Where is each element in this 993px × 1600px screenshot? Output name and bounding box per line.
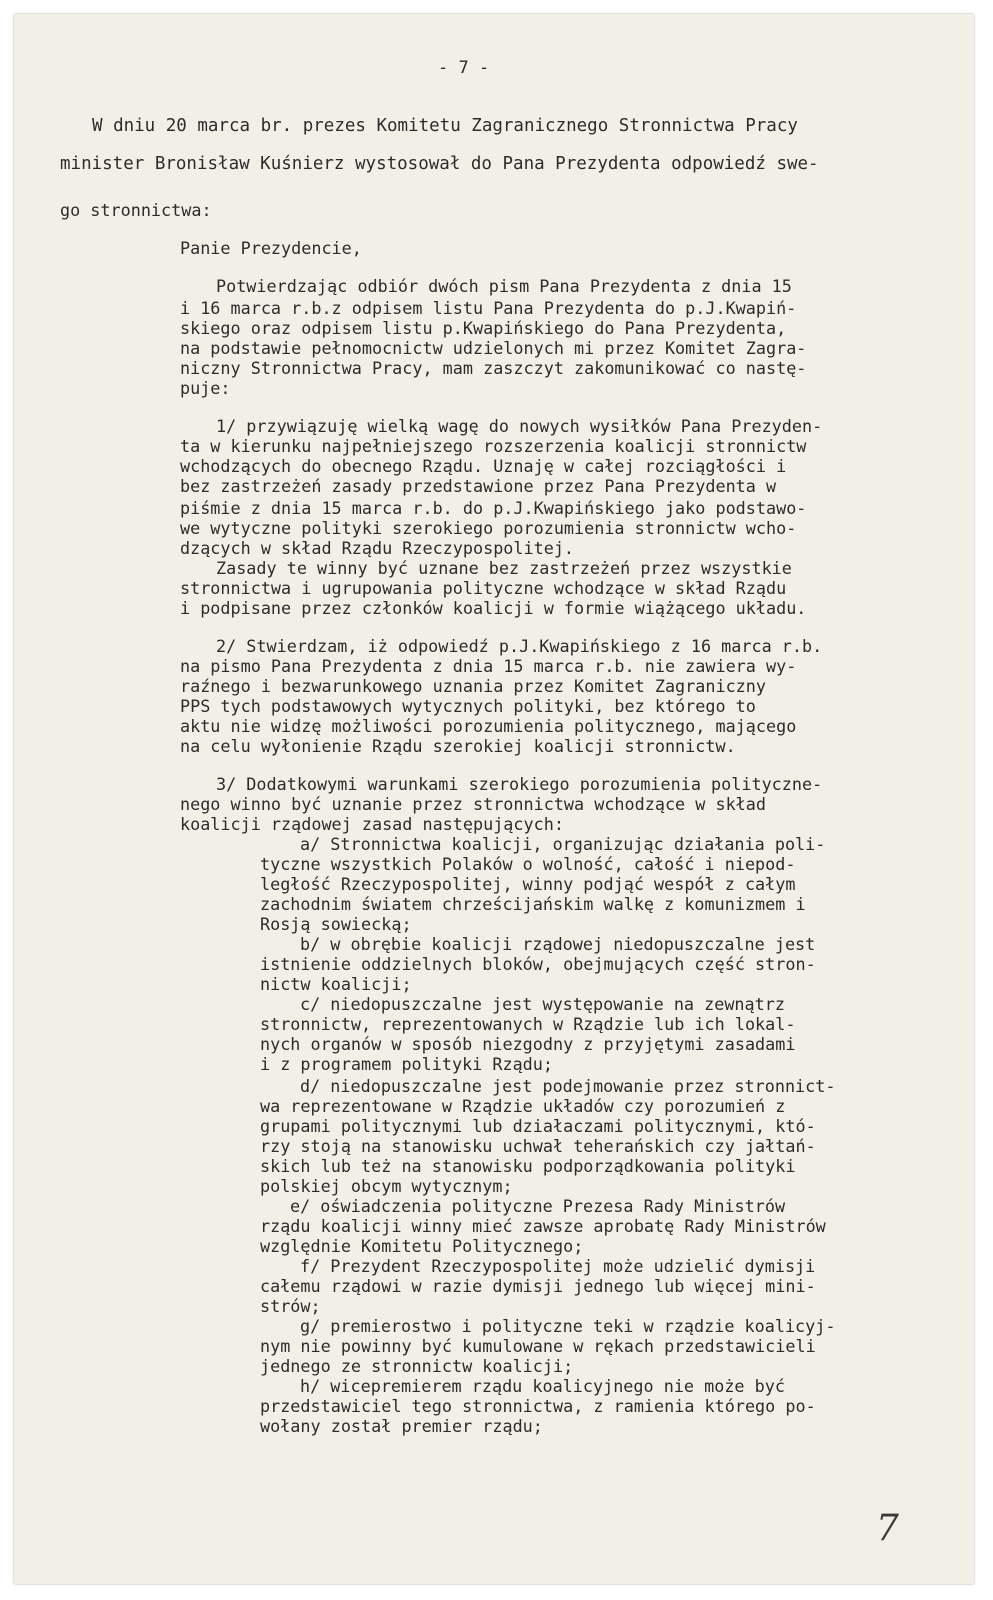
text-line: koalicji rządowej zasad następujących: [180, 814, 564, 834]
text-line: na podstawie pełnomocnictw udzielonych mi przez Komitet Zagra- [180, 338, 807, 358]
text-line: c/ niedopuszczalne jest występowanie na zewnątrz [300, 994, 785, 1014]
text-line: d/ niedopuszczalne jest podejmowanie przez stronnict- [300, 1076, 836, 1096]
text-line: W dniu 20 marca br. prezes Komitetu Zagranicznego Stronnictwa Pracy [92, 116, 798, 136]
text-line: 2/ Stwierdzam, iż odpowiedź p.J.Kwapińskiego z 16 marca r.b. [216, 636, 823, 656]
text-line: wa reprezentowane w Rządzie układów czy porozumień z [260, 1096, 786, 1116]
text-line: wchodzących do obecnego Rządu. Uznaję w całej rozciągłości i [180, 456, 787, 476]
text-line: nych organów w sposób niezgodny z przyjętymi zasadami [260, 1034, 796, 1054]
document-page [14, 14, 974, 1584]
text-line: jednego ze stronnictw koalicji; [260, 1356, 574, 1376]
text-line: rządu koalicji winny mieć zawsze aprobatę Rady Ministrów [260, 1216, 826, 1236]
text-line: g/ premierostwo i polityczne teki w rządzie koalicyj- [300, 1316, 836, 1336]
text-line: względnie Komitetu Politycznego; [260, 1236, 584, 1256]
text-line: na pismo Pana Prezydenta z dnia 15 marca r.b. nie zawiera wy- [180, 656, 797, 676]
text-line: Potwierdzając odbiór dwóch pism Pana Prezydenta z dnia 15 [216, 276, 792, 296]
handwritten-page-number: 7 [876, 1508, 899, 1549]
text-line: skich lub też na stanowisku podporządkowania polityki [260, 1156, 796, 1176]
text-line: ta w kierunku najpełniejszego rozszerzenia koalicji stronnictw [180, 436, 807, 456]
text-line: f/ Prezydent Rzeczypospolitej może udzielić dymisji [300, 1256, 816, 1276]
text-line: na celu wyłonienie Rządu szerokiej koalicji stronnictw. [180, 736, 736, 756]
page-number: - 7 - [438, 58, 490, 78]
text-line: stronnictwa i ugrupowania polityczne wchodzące w skład Rządu [180, 578, 787, 598]
text-line: niczny Stronnictwa Pracy, mam zaszczyt zakomunikować co nastę- [180, 358, 807, 378]
text-line: istnienie oddzielnych bloków, obejmujących część stron- [260, 954, 816, 974]
text-line: we wytyczne polityki szerokiego porozumienia stronnictw wcho- [180, 518, 797, 538]
text-line: e/ oświadczenia polityczne Prezesa Rady Ministrów [290, 1196, 786, 1216]
text-line: stronnictw, reprezentowanych w Rządzie lub ich lokal- [260, 1014, 796, 1034]
text-line: a/ Stronnictwa koalicji, organizując działania poli- [300, 834, 826, 854]
text-line: i z programem polityki Rządu; [260, 1054, 553, 1074]
text-line: i podpisane przez członków koalicji w formie wiążącego układu. [180, 598, 807, 618]
text-line: ległość Rzeczypospolitej, winny podjąć wespół z całym [260, 874, 796, 894]
text-line: aktu nie widzę możliwości porozumienia politycznego, mającego [180, 716, 797, 736]
text-line: dzących w skład Rządu Rzeczypospolitej. [180, 538, 575, 558]
text-line: PPS tych podstawowych wytycznych polityki, bez którego to [180, 696, 756, 716]
text-line: rzy stoją na stanowisku uchwał teherańskich czy jałtań- [260, 1136, 816, 1156]
text-line: nego winno być uznanie przez stronnictwa wchodzące w skład [180, 794, 766, 814]
text-line: nictw koalicji; [260, 974, 412, 994]
text-line: polskiej obcym wytycznym; [260, 1176, 513, 1196]
text-line: przedstawiciel tego stronnictwa, z ramienia którego po- [260, 1396, 816, 1416]
text-line: b/ w obrębie koalicji rządowej niedopuszczalne jest [300, 934, 816, 954]
text-line: całemu rządowi w razie dymisji jednego lub więcej mini- [260, 1276, 816, 1296]
text-line: tyczne wszystkich Polaków o wolność, całość i niepod- [260, 854, 796, 874]
text-line: raźnego i bezwarunkowego uznania przez Komitet Zagraniczny [180, 676, 766, 696]
text-line: i 16 marca r.b.z odpisem listu Pana Prezydenta do p.J.Kwapiń- [180, 298, 797, 318]
text-line: grupami politycznymi lub działaczami politycznymi, któ- [260, 1116, 816, 1136]
text-line: Zasady te winny być uznane bez zastrzeżeń przez wszystkie [216, 558, 792, 578]
text-line: h/ wicepremierem rządu koalicyjnego nie może być [300, 1376, 785, 1396]
text-line: skiego oraz odpisem listu p.Kwapińskiego do Pana Prezydenta, [180, 318, 787, 338]
text-line: bez zastrzeżeń zasady przedstawione przez Pana Prezydenta w [180, 476, 777, 496]
text-line: wołany został premier rządu; [260, 1416, 543, 1436]
text-line: nym nie powinny być kumulowane w rękach przedstawicieli [260, 1336, 816, 1356]
text-line: Rosją sowiecką; [260, 914, 412, 934]
text-line: puje: [180, 378, 231, 398]
text-line: go stronnictwa: [60, 200, 212, 220]
text-line: 1/ przywiązuję wielką wagę do nowych wysiłków Pana Prezyden- [216, 416, 823, 436]
text-line: zachodnim światem chrześcijańskim walkę z komunizmem i [260, 894, 806, 914]
text-line: strów; [260, 1296, 321, 1316]
text-line: minister Bronisław Kuśnierz wystosował do Pana Prezydenta odpowiedź swe- [60, 154, 819, 174]
text-line: piśmie z dnia 15 marca r.b. do p.J.Kwapińskiego jako podstawo- [180, 498, 807, 518]
salutation: Panie Prezydencie, [180, 238, 362, 258]
text-line: 3/ Dodatkowymi warunkami szerokiego porozumienia polityczne- [216, 774, 823, 794]
